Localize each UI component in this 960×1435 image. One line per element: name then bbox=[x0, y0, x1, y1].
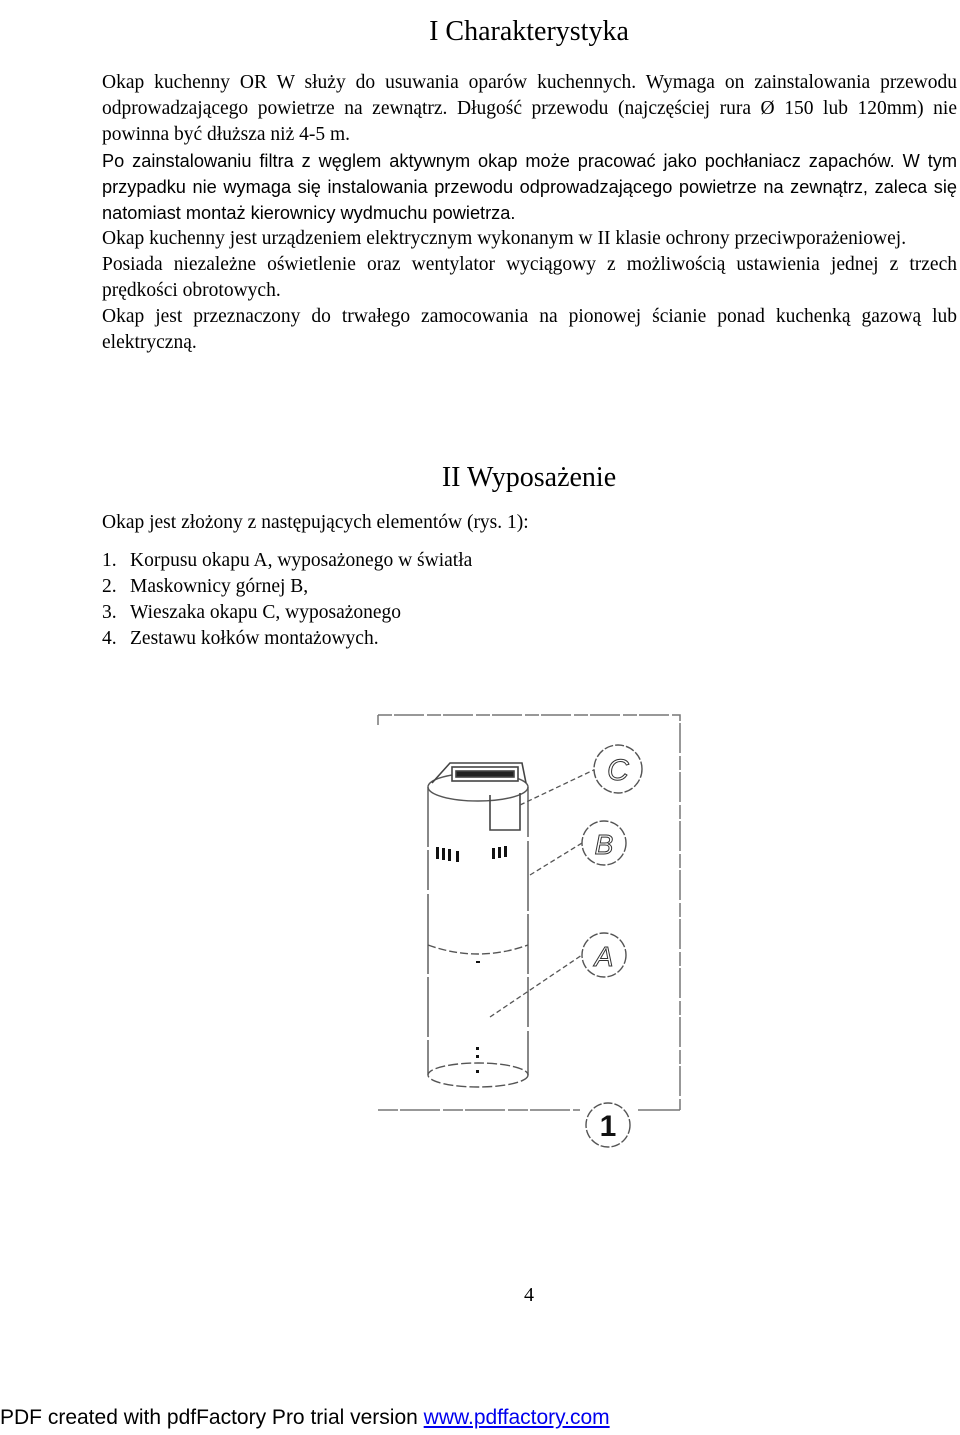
list-item: 4. Zestawu kołków montażowych. bbox=[102, 628, 379, 649]
section-2-title: II Wyposażenie bbox=[441, 462, 617, 494]
paragraph-3: Okap kuchenny jest urządzeniem elektrycznym wykonanym w II klasie ochrony przeciwporażeniowej. bbox=[102, 228, 907, 249]
page-number: 4 bbox=[524, 1284, 534, 1306]
section-1-body bbox=[102, 70, 957, 356]
paragraph-2: Po zainstalowaniu filtra z węglem aktywnym okap może pracować jako pochłaniacz zapachów. W tym przypadku nie wymaga się instalowania przewodu odprowadzającego powietrze na zewnątrz, zaleca się natomiast montaż kierownicy wydmuchu powietrza. bbox=[102, 151, 957, 223]
hood-body bbox=[428, 773, 528, 1087]
pdffactory-link[interactable]: www.pdffactory.com bbox=[423, 1406, 610, 1429]
list-item: 1. Korpusu okapu A, wyposażonego w światła bbox=[102, 550, 473, 571]
footer-text: PDF created with pdfFactory Pro trial version bbox=[0, 1406, 424, 1429]
paragraph-4: Posiada niezależne oświetlenie oraz wentylator wyciągowy z możliwością ustawienia jednej z trzech prędkości obrotowych. bbox=[102, 254, 957, 301]
list-item: 2. Maskownicy górnej B, bbox=[102, 576, 309, 597]
pdf-footer bbox=[0, 1405, 610, 1431]
equipment-list bbox=[102, 548, 472, 652]
top-cover bbox=[432, 763, 526, 830]
callout-c-label: C bbox=[607, 754, 629, 787]
paragraph-5: Okap jest przeznaczony do trwałego zamocowania na pionowej ścianie ponad kuchenką gazową lub elektryczną. bbox=[102, 306, 957, 353]
section-1-title: I Charakterystyka bbox=[429, 15, 629, 47]
figure-number: 1 bbox=[599, 1110, 617, 1143]
hood-diagram bbox=[370, 705, 690, 1155]
list-item: 3. Wieszaka okapu C, wyposażonego bbox=[102, 602, 402, 623]
paragraph-1: Okap kuchenny OR W służy do usuwania oparów kuchennych. Wymaga on zainstalowania przewodu odprowadzającego powietrze na zewnątrz. Długość przewodu (najczęściej rura Ø 150 lub 120mm) nie powinna być dłuższa niż 4-5 m. bbox=[102, 72, 957, 145]
equipment-intro: Okap jest złożony z następujących elementów (rys. 1): bbox=[102, 512, 529, 533]
callout-b-label: B bbox=[594, 829, 614, 860]
callout-a-label: A bbox=[594, 941, 614, 972]
vent-slots bbox=[436, 846, 507, 862]
